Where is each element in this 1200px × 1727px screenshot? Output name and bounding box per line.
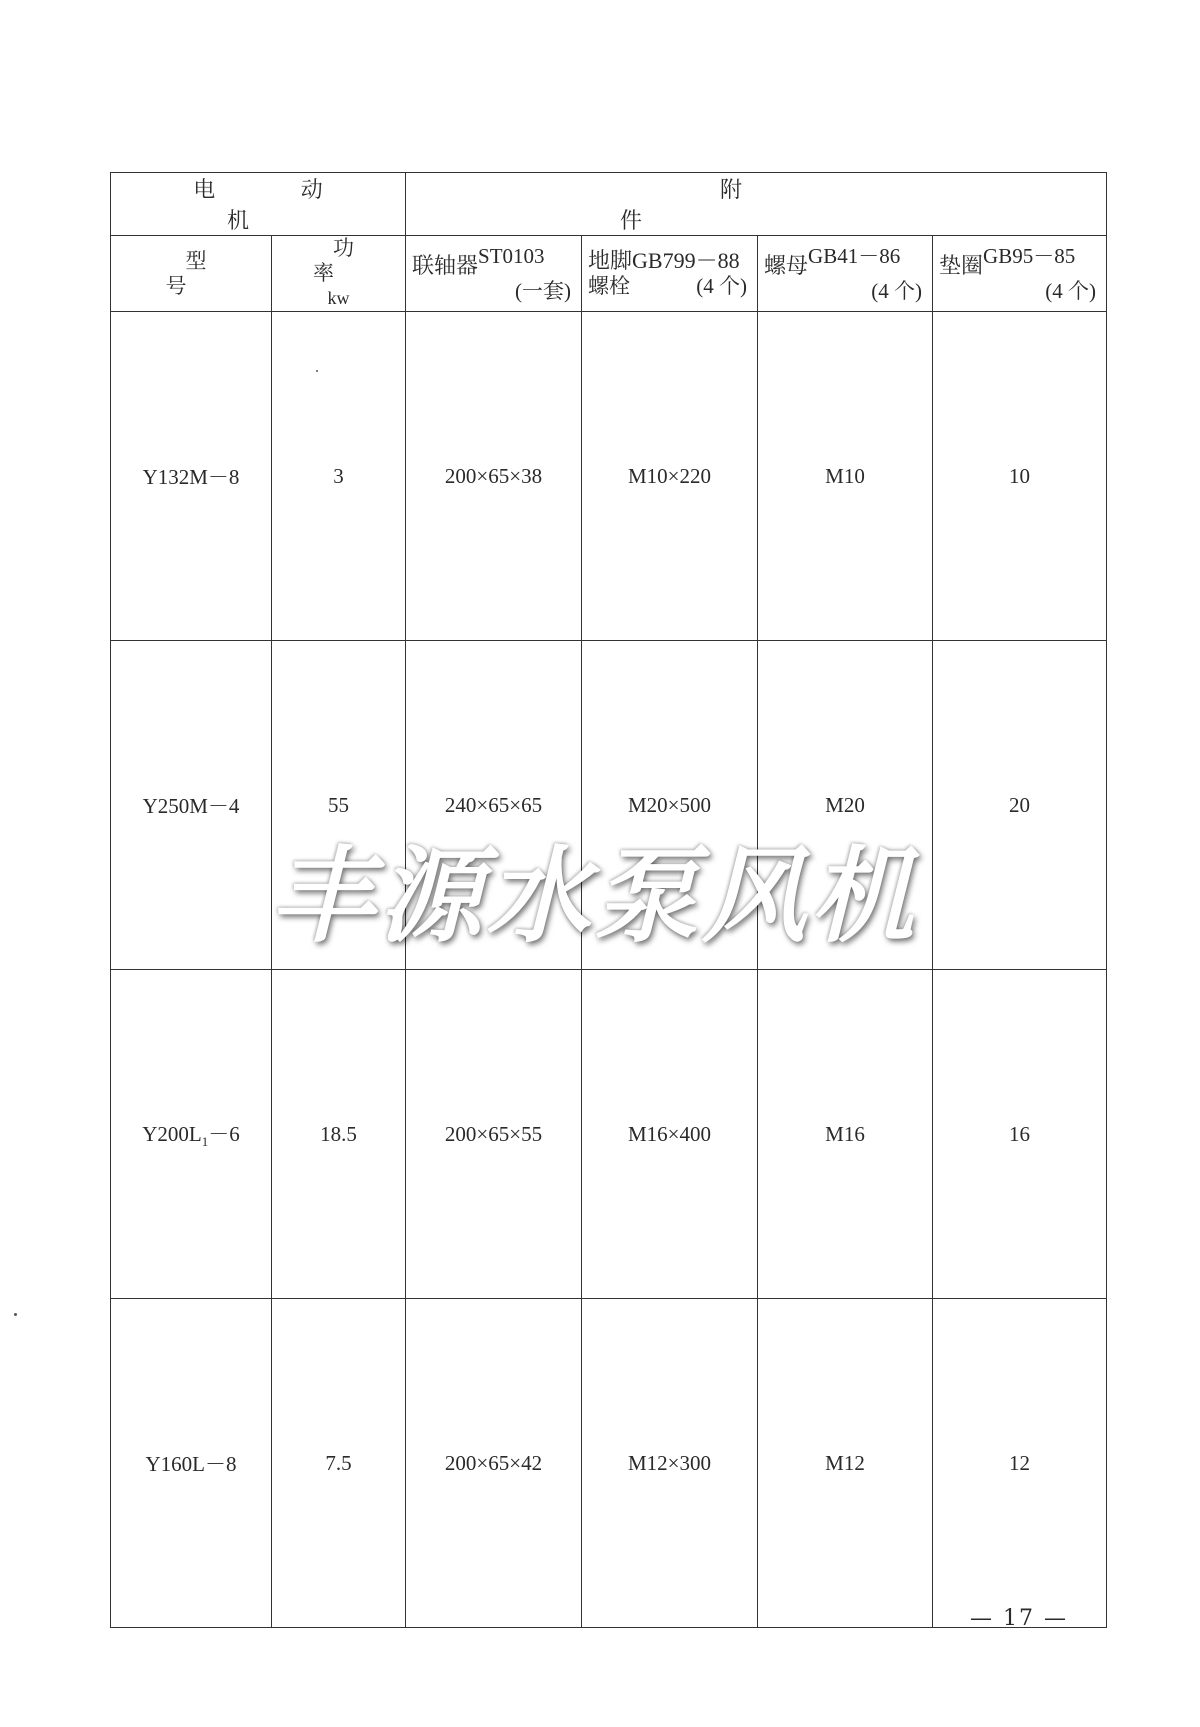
washer-header: 垫圈GB95－85 (4 个) [933, 236, 1107, 312]
nut-cell: M12 [758, 1299, 933, 1628]
model-cell: Y250M－4 [111, 641, 272, 970]
power-cell: 55 [272, 641, 406, 970]
table-row [111, 312, 1107, 641]
nut-cell: M10 [758, 312, 933, 641]
nut-cell: M20 [758, 641, 933, 970]
coupling-cell: 200×65×55 [406, 970, 582, 1299]
model-cell: Y160L－8 [111, 1299, 272, 1628]
nut-header: 螺母GB41－86 (4 个) [758, 236, 933, 312]
washer-cell: 16 [933, 970, 1107, 1299]
header-row-groups [111, 173, 1107, 236]
anchor-bolt-cell: M10×220 [582, 312, 758, 641]
power-unit: kw [327, 288, 350, 308]
power-header: 功 率 kw [272, 236, 406, 312]
model-cell: Y132M－8 [111, 312, 272, 641]
nut-cell: M16 [758, 970, 933, 1299]
washer-cell: 20 [933, 641, 1107, 970]
scan-speck [14, 1313, 17, 1316]
coupling-cell: 200×65×38 [406, 312, 582, 641]
table-row [111, 970, 1107, 1299]
washer-cell: 10 [933, 312, 1107, 641]
anchor-bolt-cell: M20×500 [582, 641, 758, 970]
power-cell: 18.5 [272, 970, 406, 1299]
power-cell: 7.5 [272, 1299, 406, 1628]
scan-speck [316, 370, 318, 372]
coupling-header: 联轴器ST0103 (一套) [406, 236, 582, 312]
coupling-cell: 200×65×42 [406, 1299, 582, 1628]
watermark: 丰源水泵风机 [270, 834, 919, 957]
anchor-bolt-cell: M16×400 [582, 970, 758, 1299]
coupling-cell: 240×65×65 [406, 641, 582, 970]
motor-group-header: 电 动 机 [111, 173, 406, 236]
page-number: — 17 — [970, 1606, 1068, 1631]
anchor-bolt-header: 地脚GB799－88 螺栓 (4 个) [582, 236, 758, 312]
anchor-bolt-cell: M12×300 [582, 1299, 758, 1628]
header-row-columns [111, 236, 1107, 312]
washer-cell: 12 [933, 1299, 1107, 1628]
table-row [111, 1299, 1107, 1628]
model-header: 型 号 [111, 236, 272, 312]
power-cell: 3 [272, 312, 406, 641]
model-cell: $Y200L_1-6$ [111, 970, 272, 1299]
accessories-group-header: 附 件 [406, 173, 1107, 236]
